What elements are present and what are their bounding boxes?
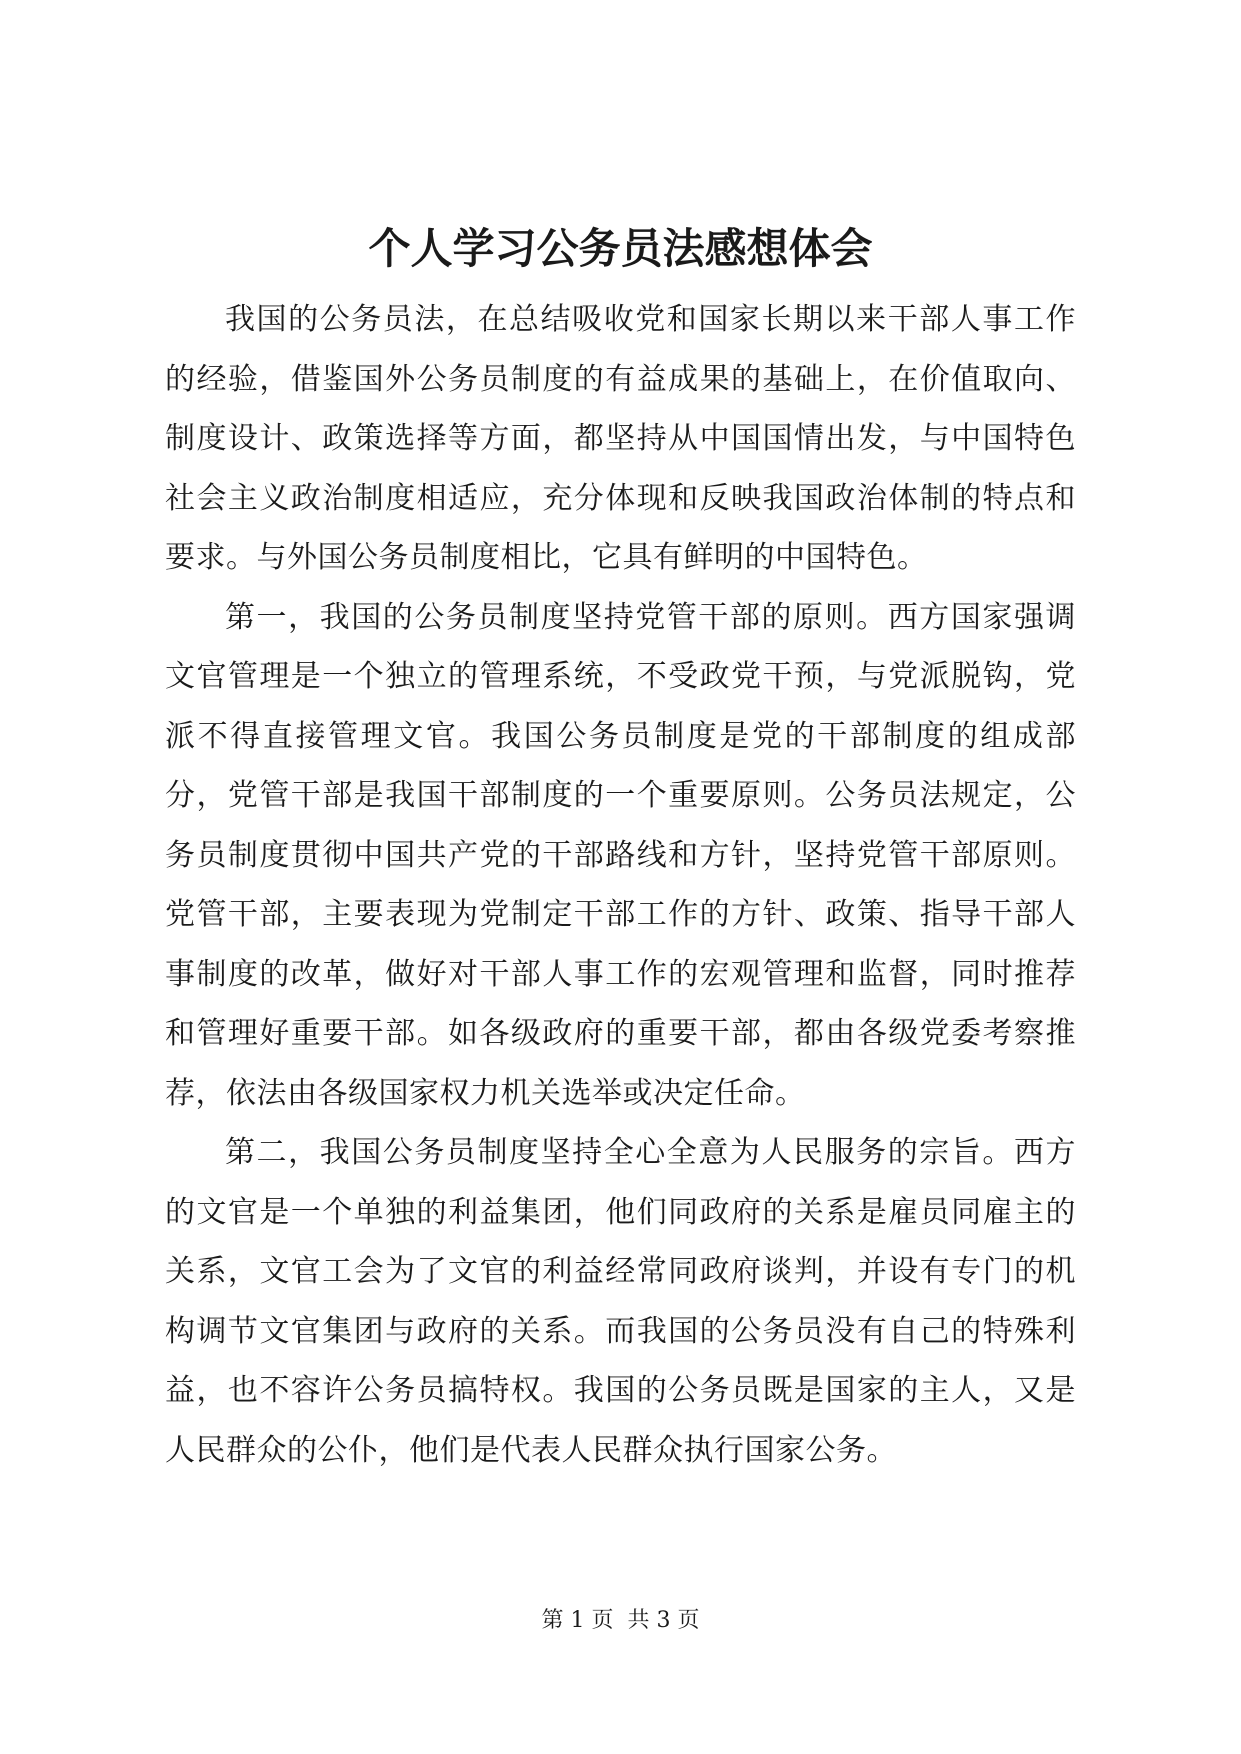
paragraph-intro: 我国的公务员法，在总结吸收党和国家长期以来干部人事工作的经验，借鉴国外公务员制度的有益成果的基础上，在价值取向、制度设计、政策选择等方面，都坚持从中国国情出发，与中国特色社会主义政治制度相适应，充分体现和反映我国政治体制的特点和要求。与外国公务员制度相比，它具有鲜明的中国特色。 — [165, 302, 1076, 575]
document-body — [165, 290, 1076, 1480]
paragraph-second-point: 第二，我国公务员制度坚持全心全意为人民服务的宗旨。西方的文官是一个单独的利益集团，他们同政府的关系是雇员同雇主的关系，文官工会为了文官的利益经常同政府谈判，并设有专门的机构调节文官集团与政府的关系。而我国的公务员没有自己的特殊利益，也不容许公务员搞特权。我国的公务员既是国家的主人，又是人民群众的公仆，他们是代表人民群众执行国家公务。 — [165, 1135, 1076, 1468]
paragraph-first-point: 第一，我国的公务员制度坚持党管干部的原则。西方国家强调文官管理是一个独立的管理系统，不受政党干预，与党派脱钩，党派不得直接管理文官。我国公务员制度是党的干部制度的组成部分，党管干部是我国干部制度的一个重要原则。公务员法规定，公务员制度贯彻中国共产党的干部路线和方针，坚持党管干部原则。党管干部，主要表现为党制定干部工作的方针、政策、指导干部人事制度的改革，做好对干部人事工作的宏观管理和监督，同时推荐和管理好重要干部。如各级政府的重要干部，都由各级党委考察推荐，依法由各级国家权力机关选举或决定任命。 — [165, 599, 1076, 1111]
document-title: 个人学习公务员法感想体会 — [368, 224, 873, 273]
page-footer — [0, 1606, 1241, 1636]
page-number-label: 第 1 页 共 3 页 — [541, 1608, 700, 1633]
